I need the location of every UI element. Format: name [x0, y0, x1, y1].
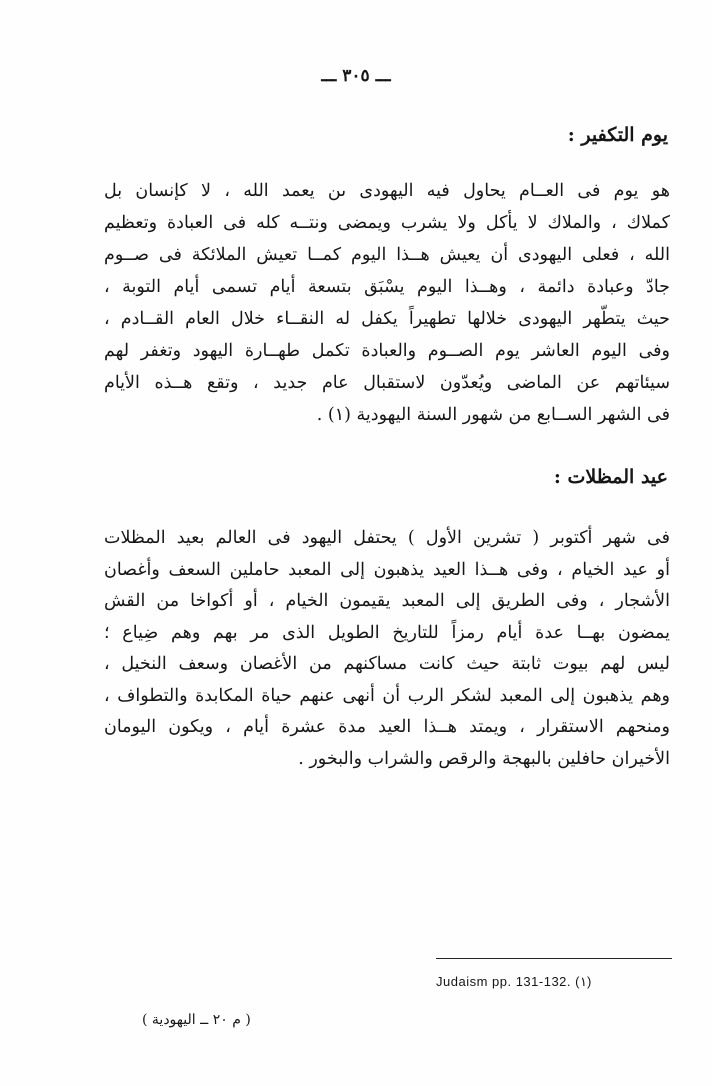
paragraph-feast-of-tabernacles — [104, 523, 670, 775]
paragraph-line: الأشجار ، وفى الطريق إلى المعبد يقيمون الخيام ، أو أكواخا من القش — [104, 591, 670, 611]
paragraph-line: الله ، فعلى اليهودى أن يعيش هــذا اليوم كمــا تعيش الملائكة فى صــوم — [104, 245, 670, 265]
paragraph-line: أو عيد الخيام ، وفى هــذا العيد يذهبون إلى المعبد حاملين السعف وأغصان — [104, 559, 670, 580]
page-number: ـــ ٣٠٥ ـــ — [321, 66, 391, 86]
paragraph-line: فى الشهر الســابع من شهور السنة اليهودية (١) . — [316, 405, 670, 425]
footnote-divider — [436, 958, 672, 959]
section-heading-feast-of-tabernacles: عيد المظلات : — [553, 466, 668, 488]
footnote: Judaism pp. 131-132. (١) — [436, 974, 592, 989]
paragraph-line: هو يوم فى العــام يحاول فيه اليهودى ىن يعمد الله ، لا كإنسان بل — [104, 181, 670, 201]
paragraph-line: سيئاتهم عن الماضى ويُعدّون لاستقبال عام جديد ، وتقع هــذه الأيام — [104, 373, 670, 393]
paragraph-line: ليس لهم بيوت ثابتة حيث كانت مساكنهم من الأغصان وسعف النخيل ، — [104, 654, 670, 674]
printer-signature: ( م ٢٠ ــ اليهودية ) — [142, 1012, 251, 1028]
paragraph-line: يمضون بهــا عدة أيام رمزاً للتاريخ الطويل الذى مر بهم وهم ضِياع ؛ — [104, 622, 670, 643]
paragraph-line: وفى اليوم العاشر يوم الصــوم والعبادة تكمل طهــارة اليهود وتغفر لهم — [104, 341, 670, 361]
paragraph-line: كملاك ، والملاك لا يأكل ولا يشرب ويمضى ونتــه كله فى العبادة وتعظيم — [104, 213, 670, 233]
paragraph-line: حيث يتطّهر اليهودى خلالها تطهيراً يكفل له النقــاء خلال العام القــادم ، — [104, 309, 670, 329]
paragraph-day-of-atonement — [104, 175, 670, 431]
section-heading-day-of-atonement: يوم التكفير : — [567, 124, 668, 146]
paragraph-line: جادّ وعبادة دائمة ، وهــذا اليوم يسْبَق بتسعة أيام تسمى أيام التوبة ، — [104, 277, 670, 297]
paragraph-line: الأخيران حافلين بالبهجة والرقص والشراب والبخور . — [298, 748, 670, 769]
paragraph-line: فى شهر أكتوبر ( تشرين الأول ) يحتفل اليهود فى العالم بعيد المظلات — [104, 528, 670, 548]
paragraph-line: وهم يذهبون إلى المعبد لشكر الرب أن أنهى عنهم حياة المكابدة والتطواف ، — [104, 685, 670, 706]
paragraph-line: ومنحهم الاستقرار ، ويمتد هــذا العيد مدة عشرة أيام ، ويكون اليومان — [104, 717, 670, 737]
